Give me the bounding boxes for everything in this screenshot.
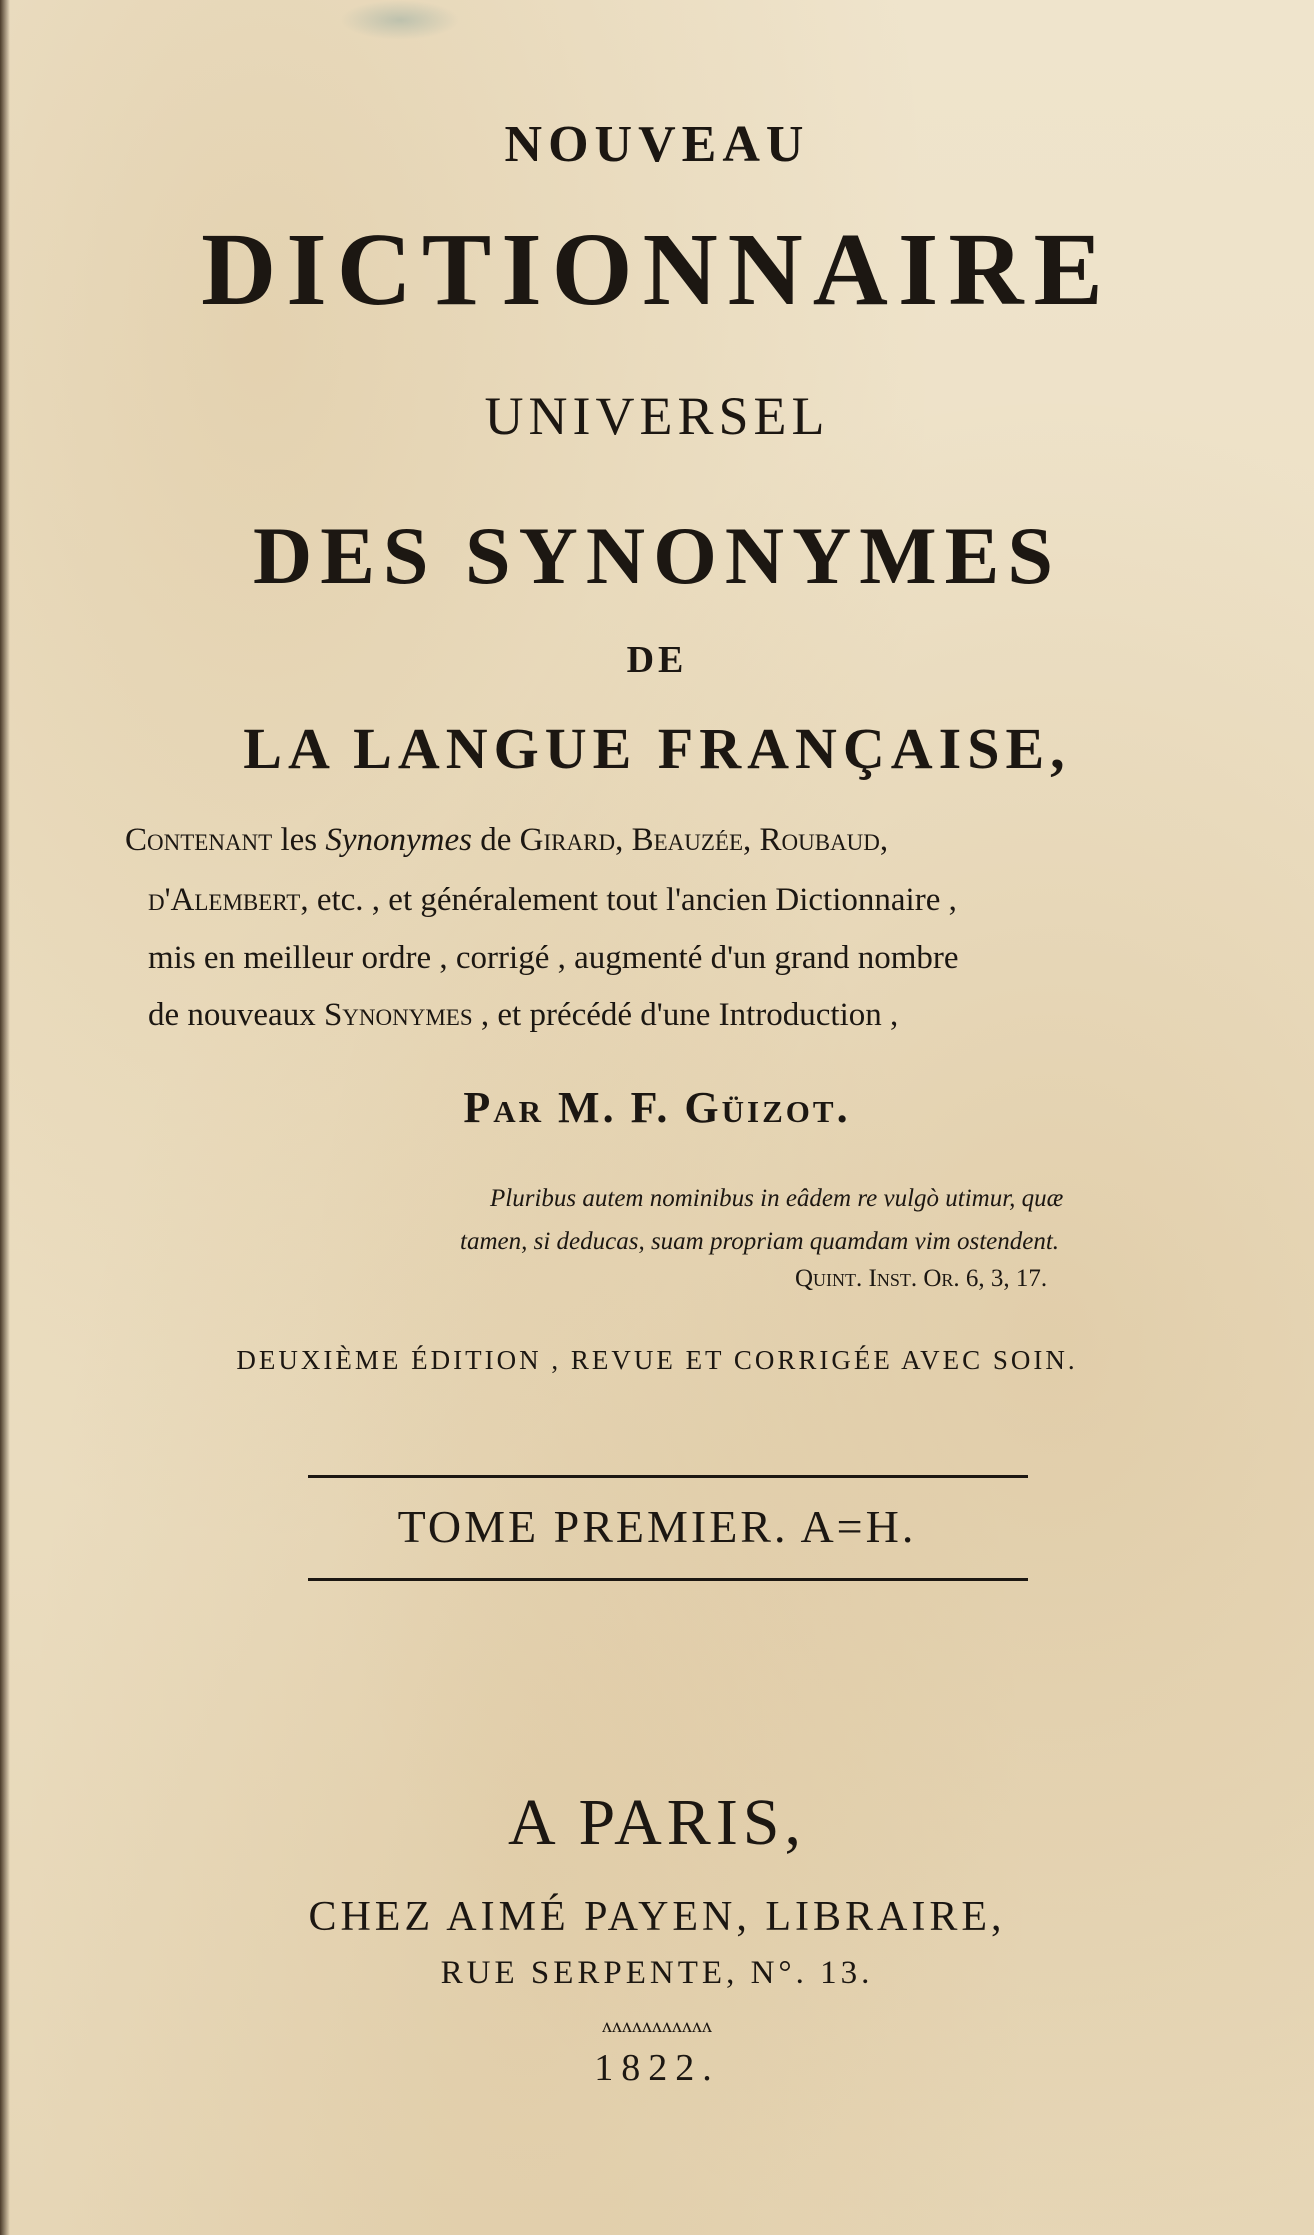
description-line-1 bbox=[125, 822, 888, 859]
description-contenant: Contenant bbox=[125, 822, 273, 858]
title-line-de: DE bbox=[626, 639, 688, 681]
title-line-langue: LA LANGUE FRANÇAISE, bbox=[243, 716, 1071, 781]
imprint-city: A PARIS, bbox=[507, 1786, 807, 1859]
description-introduction: , et précédé d'une Introduction , bbox=[472, 997, 899, 1033]
description-nouveaux: de nouveaux bbox=[148, 997, 324, 1033]
title-line-synonymes: DES SYNONYMES bbox=[253, 510, 1061, 601]
rule-bottom bbox=[308, 1578, 1028, 1581]
description-line-2-text: , etc. , et généralement tout l'ancien Dictionnaire , bbox=[300, 882, 957, 918]
description-line-4 bbox=[148, 997, 898, 1034]
edition-statement: DEUXIÈME ÉDITION , REVUE ET CORRIGÉE AVEC SOIN. bbox=[236, 1345, 1078, 1375]
imprint-publisher: CHEZ AIMÉ PAYEN, LIBRAIRE, bbox=[308, 1894, 1006, 1940]
description-synonymes-italic: Synonymes bbox=[325, 822, 473, 858]
rule-top bbox=[308, 1475, 1028, 1478]
epigraph-line-1: Pluribus autem nominibus in eâdem re vulgò utimur, quæ bbox=[490, 1185, 1064, 1212]
imprint-year: 1822. bbox=[594, 2047, 720, 2089]
epigraph-source: Quint. Inst. Or. 6, 3, 17. bbox=[795, 1265, 1048, 1292]
imprint-address: RUE SERPENTE, N°. 13. bbox=[440, 1955, 874, 1991]
author-line: Par M. F. Güizot. bbox=[463, 1083, 851, 1132]
description-synonymes-sc: Synonymes bbox=[323, 997, 473, 1033]
description-alembert: d'Alembert bbox=[148, 882, 301, 918]
paper-stain bbox=[340, 0, 460, 40]
description-de: de bbox=[472, 822, 520, 858]
title-line-nouveau: NOUVEAU bbox=[504, 116, 810, 173]
volume-label: TOME PREMIER. A=H. bbox=[397, 1501, 917, 1552]
title-line-universel: UNIVERSEL bbox=[484, 386, 830, 446]
description-line-3: mis en meilleur ordre , corrigé , augmenté d'un grand nombre bbox=[148, 940, 959, 976]
description-line-2 bbox=[148, 882, 957, 919]
title-line-dictionnaire: DICTIONNAIRE bbox=[201, 212, 1113, 327]
description-les: les bbox=[272, 822, 326, 858]
ornament-divider: ʌʌʌʌʌʌʌʌʌʌʌ bbox=[602, 2015, 712, 2037]
epigraph-line-2: tamen, si deducas, suam propriam quamdam vim ostendent. bbox=[460, 1228, 1060, 1255]
description-authors: Girard, Beauzée, Roubaud, bbox=[519, 822, 889, 858]
